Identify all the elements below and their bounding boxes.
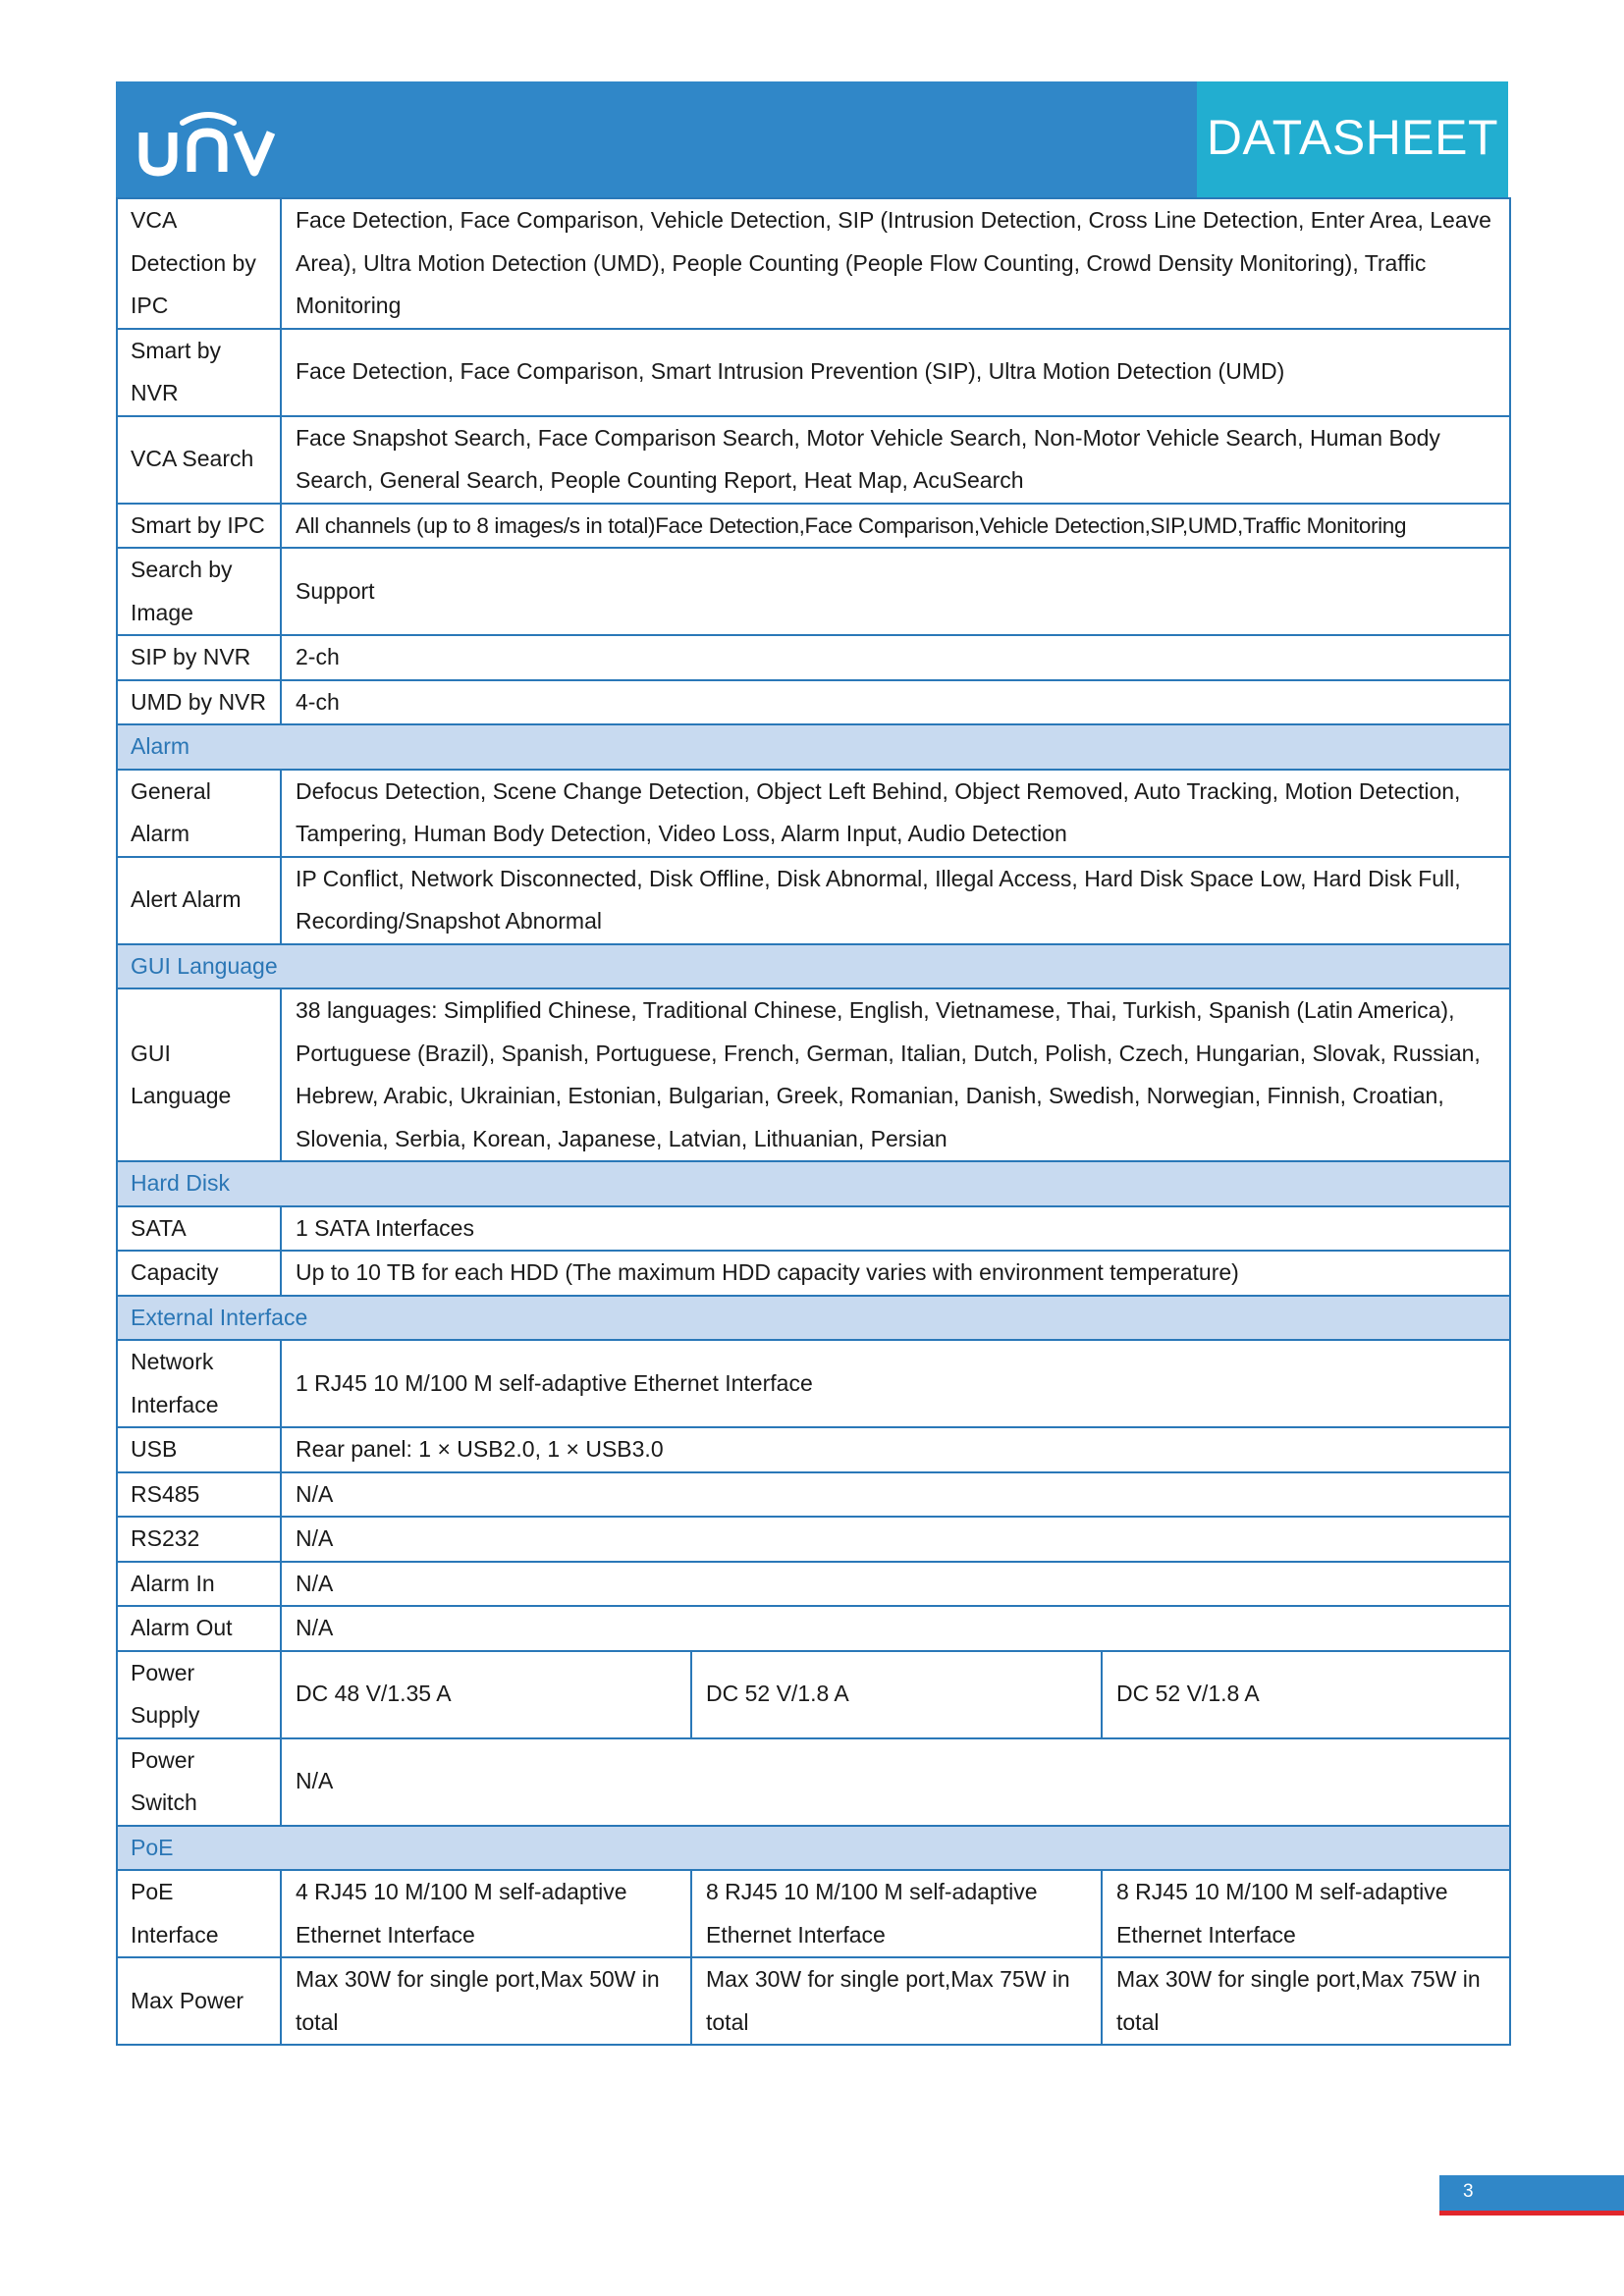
row-value: N/A: [281, 1606, 1510, 1651]
table-row: [117, 1517, 1510, 1562]
datasheet-badge: [1197, 81, 1508, 197]
row-value: N/A: [281, 1517, 1510, 1562]
section-title: Alarm: [117, 724, 1510, 770]
row-label: Power Switch: [117, 1738, 281, 1826]
row-value: Rear panel: 1 × USB2.0, 1 × USB3.0: [281, 1427, 1510, 1472]
section-title: Hard Disk: [117, 1161, 1510, 1206]
table-row: [117, 988, 1510, 1161]
row-value: 8 RJ45 10 M/100 M self-adaptive Ethernet Interface: [1102, 1870, 1510, 1957]
row-label: SATA: [117, 1206, 281, 1252]
table-row: [117, 1606, 1510, 1651]
row-label: RS232: [117, 1517, 281, 1562]
section-header-alarm: [117, 724, 1510, 770]
row-value: N/A: [281, 1562, 1510, 1607]
row-value: N/A: [281, 1738, 1510, 1826]
row-label: GUI Language: [117, 988, 281, 1161]
row-value: Face Detection, Face Comparison, Vehicle Detection, SIP (Intrusion Detection, Cross Line Detection, Enter Area, Leave Area), Ultra Motion Detection (UMD), People Counting (People Flow Counting, Crowd Density Monitoring), Traffic Monitoring: [281, 198, 1510, 329]
page-number-underline: [1439, 2211, 1624, 2216]
table-row: [117, 680, 1510, 725]
row-value: Max 30W for single port,Max 50W in total: [281, 1957, 691, 2045]
row-value: All channels (up to 8 images/s in total)Face Detection,Face Comparison,Vehicle Detection,SIP,UMD,Traffic Monitoring: [281, 504, 1510, 549]
section-header-hard-disk: [117, 1161, 1510, 1206]
row-label: VCA Detection by IPC: [117, 198, 281, 329]
row-label: General Alarm: [117, 770, 281, 857]
row-value: 8 RJ45 10 M/100 M self-adaptive Ethernet Interface: [691, 1870, 1102, 1957]
section-header-poe: [117, 1826, 1510, 1871]
table-row: [117, 635, 1510, 680]
table-row: [117, 416, 1510, 504]
row-label: Power Supply: [117, 1651, 281, 1738]
section-header-external-interface: [117, 1296, 1510, 1341]
row-value: Max 30W for single port,Max 75W in total: [1102, 1957, 1510, 2045]
row-label: Smart by NVR: [117, 329, 281, 416]
row-value: IP Conflict, Network Disconnected, Disk Offline, Disk Abnormal, Illegal Access, Hard Disk Space Low, Hard Disk Full, Recording/Snapshot Abnormal: [281, 857, 1510, 944]
row-value: Max 30W for single port,Max 75W in total: [691, 1957, 1102, 2045]
table-row: [117, 1957, 1510, 2045]
row-label: Alarm Out: [117, 1606, 281, 1651]
row-value: Support: [281, 548, 1510, 635]
datasheet-title: DATASHEET: [1206, 110, 1499, 165]
table-row: [117, 857, 1510, 944]
row-label: Alert Alarm: [117, 857, 281, 944]
row-label: RS485: [117, 1472, 281, 1518]
section-title: External Interface: [117, 1296, 1510, 1341]
table-row: [117, 548, 1510, 635]
row-value: 2-ch: [281, 635, 1510, 680]
page-number: 3: [1463, 2181, 1474, 2202]
row-label: Search by Image: [117, 548, 281, 635]
row-label: VCA Search: [117, 416, 281, 504]
table-row: [117, 1472, 1510, 1518]
row-label: USB: [117, 1427, 281, 1472]
row-label: Max Power: [117, 1957, 281, 2045]
row-label: Smart by IPC: [117, 504, 281, 549]
row-value: 4 RJ45 10 M/100 M self-adaptive Ethernet Interface: [281, 1870, 691, 1957]
row-label: Network Interface: [117, 1340, 281, 1427]
table-row: [117, 1251, 1510, 1296]
table-row: [117, 198, 1510, 329]
table-row: [117, 770, 1510, 857]
table-row: [117, 1651, 1510, 1738]
row-value: 4-ch: [281, 680, 1510, 725]
table-row: [117, 1562, 1510, 1607]
row-value: Face Snapshot Search, Face Comparison Search, Motor Vehicle Search, Non-Motor Vehicle Search, Human Body Search, General Search, People Counting Report, Heat Map, AcuSearch: [281, 416, 1510, 504]
table-row: [117, 1870, 1510, 1957]
row-value: Defocus Detection, Scene Change Detection, Object Left Behind, Object Removed, Auto Tracking, Motion Detection, Tampering, Human Body Detection, Video Loss, Alarm Input, Audio Detection: [281, 770, 1510, 857]
row-label: SIP by NVR: [117, 635, 281, 680]
row-value: Face Detection, Face Comparison, Smart Intrusion Prevention (SIP), Ultra Motion Detection (UMD): [281, 329, 1510, 416]
row-value: N/A: [281, 1472, 1510, 1518]
spec-table: [116, 197, 1511, 2046]
row-value: 38 languages: Simplified Chinese, Traditional Chinese, English, Vietnamese, Thai, Turkish, Spanish (Latin America), Portuguese (Brazil), Spanish, Portuguese, French, German, Italian, Dutch, Polish, Czech, Hungarian, Slovak, Russian, Hebrew, Arabic, Ukrainian, Estonian, Bulgarian, Greek, Romanian, Danish, Swedish, Norwegian, Finnish, Croatian, Slovenia, Serbia, Korean, Japanese, Latvian, Lithuanian, Persian: [281, 988, 1510, 1161]
page-number-bar: [1439, 2175, 1624, 2211]
table-row: [117, 1427, 1510, 1472]
table-row: [117, 1738, 1510, 1826]
row-value: 1 RJ45 10 M/100 M self-adaptive Ethernet Interface: [281, 1340, 1510, 1427]
table-row: [117, 329, 1510, 416]
row-value: DC 48 V/1.35 A: [281, 1651, 691, 1738]
row-value: 1 SATA Interfaces: [281, 1206, 1510, 1252]
row-label: PoE Interface: [117, 1870, 281, 1957]
section-header-gui-language: [117, 944, 1510, 989]
table-row: [117, 1206, 1510, 1252]
row-label: Capacity: [117, 1251, 281, 1296]
section-title: PoE: [117, 1826, 1510, 1871]
row-value: DC 52 V/1.8 A: [691, 1651, 1102, 1738]
row-value: Up to 10 TB for each HDD (The maximum HDD capacity varies with environment temperature): [281, 1251, 1510, 1296]
row-value: DC 52 V/1.8 A: [1102, 1651, 1510, 1738]
unv-logo: [137, 103, 277, 180]
table-row: [117, 504, 1510, 549]
row-label: UMD by NVR: [117, 680, 281, 725]
table-row: [117, 1340, 1510, 1427]
section-title: GUI Language: [117, 944, 1510, 989]
row-label: Alarm In: [117, 1562, 281, 1607]
